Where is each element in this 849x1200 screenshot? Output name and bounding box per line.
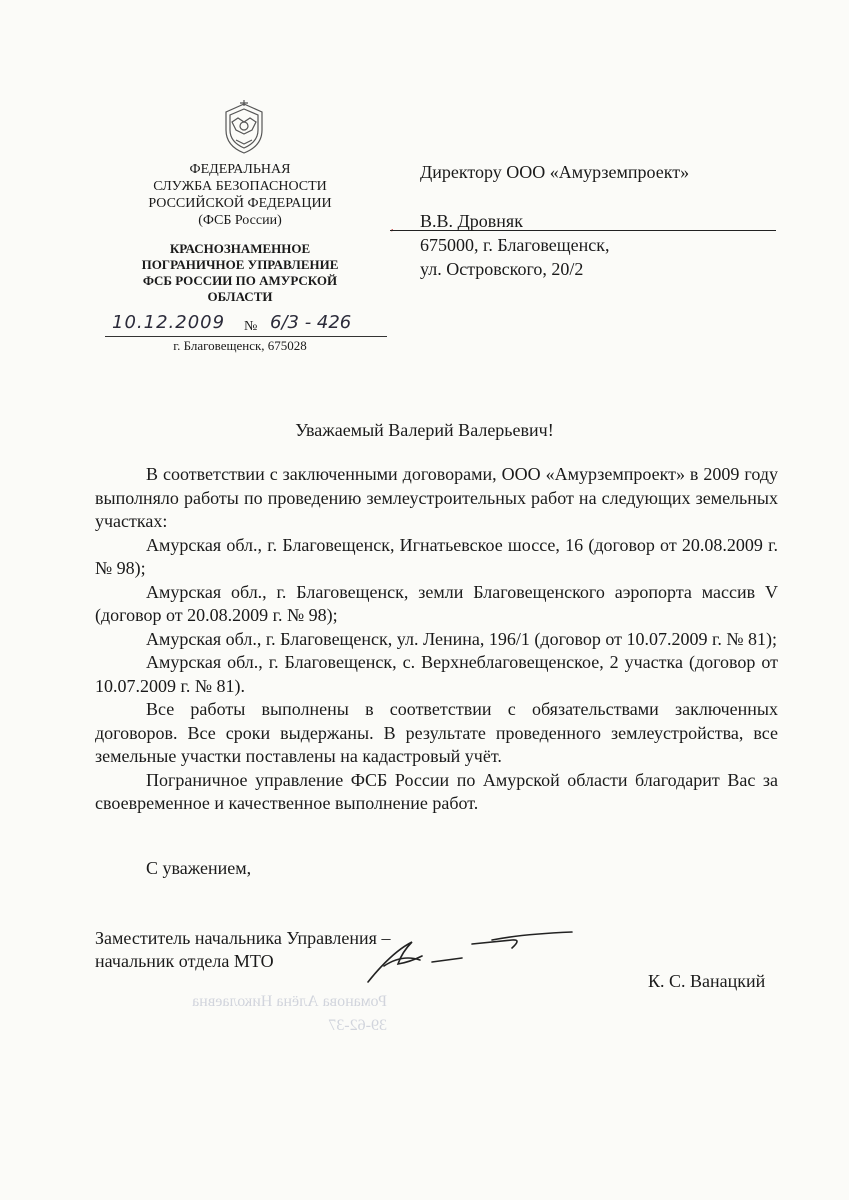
paragraph: Пограничное управление ФСБ России по Амурской области благодарит Вас за своевременное и качественное выполнение работ. [95,769,778,813]
closing: С уважением, [146,858,252,878]
handwritten-signature [362,922,582,987]
paragraph: Все работы выполнены в соответствии с обязательствами заключенных договоров. Все сроки выдержаны. В результате проведенного землеустройства, все земельные участки поставлены на кадастровый учёт. [95,699,778,766]
paragraph: Амурская обл., г. Благовещенск, с. Верхнеблаговещенское, 2 участка (договор от 10.07.2009 г. № 81). [95,652,778,696]
sub-org-line: ФСБ РОССИИ ПО АМУРСКОЙ [142,273,338,288]
executor-phone: 39-62-37 [328,1017,387,1034]
addressee-name: В.В. Дровняк [420,211,523,231]
addressee-block [420,160,689,281]
letter-body [95,463,778,816]
executor-name: Романова Алёна Николаевна [192,993,387,1010]
sub-org-line: КРАСНОЗНАМЕННОЕ [169,241,311,256]
addressee-address: ул. Островского, 20/2 [420,259,584,279]
signatory-name: К. С. Ванацкий [648,971,766,991]
addressee-address: 675000, г. Благовещенск, [420,235,610,255]
paragraph: В соответствии с заключенными договорами, ООО «Амурземпроект» в 2009 году выполняло работы по проведению землеустроительных работ на следующих земельных участках: [95,464,778,531]
signatory-title-line: Заместитель начальника Управления – [95,928,391,948]
paragraph: Амурская обл., г. Благовещенск, земли Благовещенского аэропорта массив V (договор от 20.08.2009 г. № 98); [95,581,778,625]
sub-org-line: ПОГРАНИЧНОЕ УПРАВЛЕНИЕ [141,257,339,272]
fsb-emblem-icon [218,100,270,156]
signatory-title-line: начальник отдела МТО [95,951,274,971]
registration-date: 10.12.2009 [112,312,226,333]
org-line: (ФСБ России) [198,213,282,228]
executor-note [87,990,387,1038]
paragraph: Амурская обл., г. Благовещенск, ул. Ленина, 196/1 (договор от 10.07.2009 г. № 81); [146,628,778,649]
registration-number: 6/3 - 426 [270,312,352,333]
org-line: СЛУЖБА БЕЗОПАСНОСТИ [153,179,327,194]
addressee-title: Директору ООО «Амурземпроект» [420,162,690,182]
city-line: г. Благовещенск, 675028 [173,338,307,353]
greeting: Уважаемый Валерий Валерьевич! [295,420,554,440]
organization-block [90,161,390,305]
addressee-mark: , [391,222,394,233]
paragraph: Амурская обл., г. Благовещенск, Игнатьевское шоссе, 16 (договор от 20.08.2009 г. № 98); [95,534,778,578]
org-line: РОССИЙСКОЙ ФЕДЕРАЦИИ [148,196,332,211]
signatory-title [95,927,390,973]
sub-org-block [90,241,390,305]
number-sign: № [244,319,258,334]
org-line: ФЕДЕРАЛЬНАЯ [189,162,291,177]
sub-org-line: ОБЛАСТИ [207,289,273,304]
